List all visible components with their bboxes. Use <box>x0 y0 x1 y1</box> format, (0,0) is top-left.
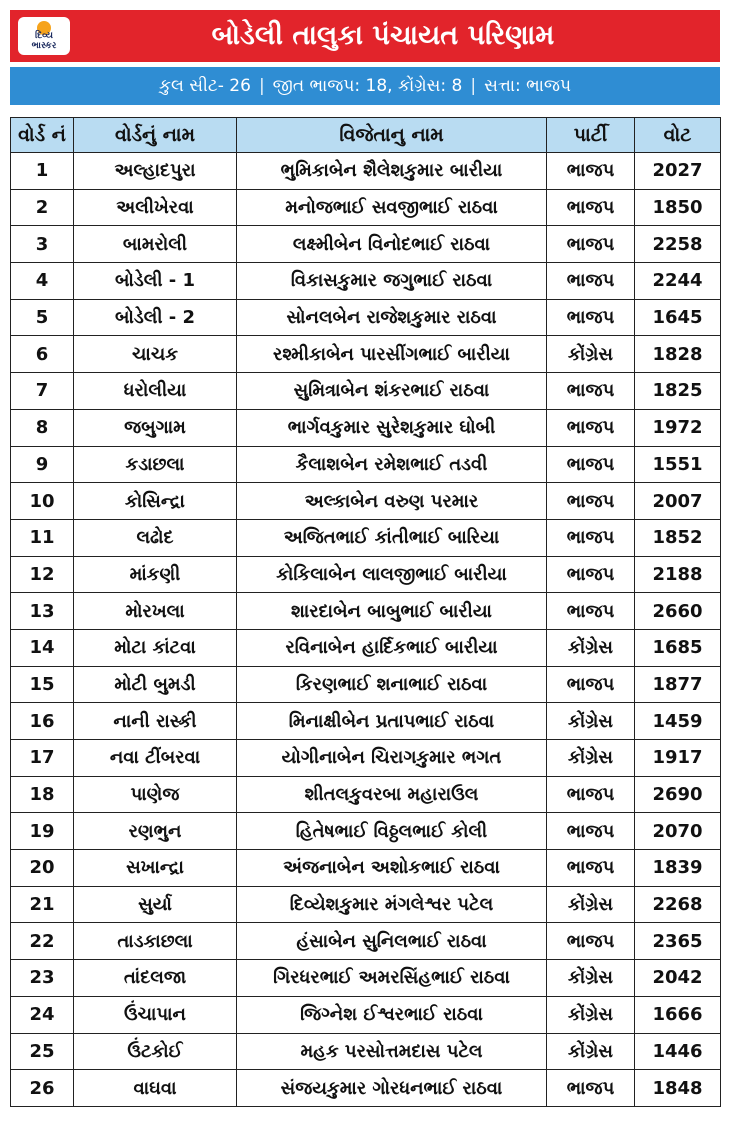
party-cell: કોંગ્રેસ <box>547 740 635 777</box>
party-cell: કોંગ્રેસ <box>547 886 635 923</box>
ward-no-cell: 12 <box>11 556 74 593</box>
winner-name-cell: સુમિત્રાબેન શંકરભાઈ રાઠવા <box>237 373 547 410</box>
ward-name-cell: વાઘવા <box>74 1070 237 1107</box>
ward-no-cell: 9 <box>11 446 74 483</box>
winner-name-cell: અલ્કાબેન વરુણ પરમાર <box>237 483 547 520</box>
win-counts: જીત ભાજપ: 18, કોંગ્રેસ: 8 <box>272 76 463 96</box>
votes-cell: 1848 <box>635 1070 721 1107</box>
ward-name-cell: ધરોલીયા <box>74 373 237 410</box>
winner-name-cell: શારદાબેન બાબુભાઈ બારીયા <box>237 593 547 630</box>
header-ward-no: વોર્ડ નં <box>11 118 74 153</box>
ward-no-cell: 26 <box>11 1070 74 1107</box>
winner-name-cell: રવિનાબેન હાર્દિકભાઈ બારીયા <box>237 629 547 666</box>
table-row <box>11 336 721 373</box>
ward-no-cell: 1 <box>11 153 74 190</box>
ward-no-cell: 14 <box>11 629 74 666</box>
party-cell: ભાજપ <box>547 593 635 630</box>
votes-cell: 2244 <box>635 263 721 300</box>
ward-name-cell: સખાન્દ્રા <box>74 850 237 887</box>
votes-cell: 2070 <box>635 813 721 850</box>
table-row <box>11 740 721 777</box>
votes-cell: 2027 <box>635 153 721 190</box>
votes-cell: 1877 <box>635 666 721 703</box>
ward-no-cell: 25 <box>11 1033 74 1070</box>
ward-name-cell: કોસિન્દ્રા <box>74 483 237 520</box>
ward-name-cell: તાંદલજા <box>74 960 237 997</box>
table-row <box>11 446 721 483</box>
ward-no-cell: 20 <box>11 850 74 887</box>
ward-no-cell: 24 <box>11 996 74 1033</box>
winner-name-cell: ગિરધરભાઈ અમરસિંહભાઈ રાઠવા <box>237 960 547 997</box>
ruling-party: સત્તા: ભાજપ <box>484 76 572 96</box>
summary-bar <box>10 67 720 105</box>
party-cell: ભાજપ <box>547 299 635 336</box>
party-cell: ભાજપ <box>547 373 635 410</box>
votes-cell: 1666 <box>635 996 721 1033</box>
winner-name-cell: વિકાસકુમાર જગુભાઈ રાઠવા <box>237 263 547 300</box>
table-row <box>11 593 721 630</box>
votes-cell: 1852 <box>635 519 721 556</box>
party-cell: ભાજપ <box>547 850 635 887</box>
votes-cell: 2365 <box>635 923 721 960</box>
ward-no-cell: 22 <box>11 923 74 960</box>
ward-name-cell: રણભુન <box>74 813 237 850</box>
table-row <box>11 850 721 887</box>
winner-name-cell: ભાર્ગવકુમાર સુરેશકુમાર ઘોબી <box>237 409 547 446</box>
ward-no-cell: 2 <box>11 189 74 226</box>
ward-name-cell: લઢોદ <box>74 519 237 556</box>
ward-no-cell: 10 <box>11 483 74 520</box>
winner-name-cell: લક્ષ્મીબેન વિનોદભાઈ રાઠવા <box>237 226 547 263</box>
votes-cell: 2268 <box>635 886 721 923</box>
ward-name-cell: ઉંટકોઈ <box>74 1033 237 1070</box>
winner-name-cell: કિરણભાઈ શનાભાઈ રાઠવા <box>237 666 547 703</box>
table-row <box>11 409 721 446</box>
votes-cell: 2007 <box>635 483 721 520</box>
header-winner-name: વિજેતાનુ નામ <box>237 118 547 153</box>
winner-name-cell: શીતલકુવરબા મહારાઉલ <box>237 776 547 813</box>
party-cell: ભાજપ <box>547 1070 635 1107</box>
ward-name-cell: મોટા કાંટવા <box>74 629 237 666</box>
votes-cell: 1972 <box>635 409 721 446</box>
winner-name-cell: હંસાબેન સુનિલભાઈ રાઠવા <box>237 923 547 960</box>
ward-name-cell: બોડેલી - 2 <box>74 299 237 336</box>
party-cell: ભાજપ <box>547 446 635 483</box>
ward-no-cell: 6 <box>11 336 74 373</box>
header-party: પાર્ટી <box>547 118 635 153</box>
ward-name-cell: પાણેજ <box>74 776 237 813</box>
party-cell: ભાજપ <box>547 263 635 300</box>
party-cell: ભાજપ <box>547 813 635 850</box>
ward-name-cell: બોડેલી - 1 <box>74 263 237 300</box>
votes-cell: 1685 <box>635 629 721 666</box>
title-banner <box>10 10 720 62</box>
table-row <box>11 1070 721 1107</box>
table-row <box>11 776 721 813</box>
winner-name-cell: કૈલાશબેન રમેશભાઈ તડવી <box>237 446 547 483</box>
winner-name-cell: કોકિલાબેન લાલજીભાઈ બારીયા <box>237 556 547 593</box>
separator: | <box>470 76 477 96</box>
party-cell: ભાજપ <box>547 666 635 703</box>
winner-name-cell: સોનલબેન રાજેશકુમાર રાઠવા <box>237 299 547 336</box>
table-row <box>11 629 721 666</box>
ward-name-cell: ચાચક <box>74 336 237 373</box>
ward-name-cell: બામરોલી <box>74 226 237 263</box>
ward-no-cell: 15 <box>11 666 74 703</box>
table-row <box>11 189 721 226</box>
party-cell: કોંગ્રેસ <box>547 336 635 373</box>
ward-name-cell: તાડકાછલા <box>74 923 237 960</box>
logo-text-top: દિવ્ય <box>35 31 53 41</box>
votes-cell: 2660 <box>635 593 721 630</box>
table-row <box>11 299 721 336</box>
winner-name-cell: મનોજભાઈ સવજીભાઈ રાઠવા <box>237 189 547 226</box>
winner-name-cell: જિગ્નેશ ઈશ્વરભાઈ રાઠવા <box>237 996 547 1033</box>
winner-name-cell: રશ્મીકાબેન પારસીંગભાઈ બારીયા <box>237 336 547 373</box>
ward-no-cell: 17 <box>11 740 74 777</box>
ward-no-cell: 11 <box>11 519 74 556</box>
table-row <box>11 813 721 850</box>
table-row <box>11 666 721 703</box>
winner-name-cell: અજિતભાઈ કાંતીભાઈ બારિયા <box>237 519 547 556</box>
ward-no-cell: 21 <box>11 886 74 923</box>
votes-cell: 1828 <box>635 336 721 373</box>
party-cell: કોંગ્રેસ <box>547 703 635 740</box>
ward-no-cell: 13 <box>11 593 74 630</box>
table-row <box>11 996 721 1033</box>
votes-cell: 1446 <box>635 1033 721 1070</box>
party-cell: ભાજપ <box>547 519 635 556</box>
votes-cell: 1551 <box>635 446 721 483</box>
divya-bhaskar-logo <box>18 17 70 55</box>
winner-name-cell: મહક પરસોત્તમદાસ પટેલ <box>237 1033 547 1070</box>
table-row <box>11 703 721 740</box>
winner-name-cell: હિતેષભાઈ વિઠ્ઠલભાઈ કોલી <box>237 813 547 850</box>
ward-name-cell: નાની રાસ્કી <box>74 703 237 740</box>
results-table <box>10 117 721 1107</box>
party-cell: ભાજપ <box>547 226 635 263</box>
logo-text-bottom: ભાસ્કર <box>31 41 57 51</box>
votes-cell: 2042 <box>635 960 721 997</box>
table-row <box>11 886 721 923</box>
votes-cell: 2188 <box>635 556 721 593</box>
party-cell: કોંગ્રેસ <box>547 1033 635 1070</box>
ward-name-cell: અલીખેરવા <box>74 189 237 226</box>
ward-name-cell: કડાછલા <box>74 446 237 483</box>
ward-no-cell: 3 <box>11 226 74 263</box>
votes-cell: 1459 <box>635 703 721 740</box>
separator: | <box>258 76 265 96</box>
votes-cell: 1825 <box>635 373 721 410</box>
header-ward-name: વોર્ડનું નામ <box>74 118 237 153</box>
winner-name-cell: યોગીનાબેન ચિરાગકુમાર ભગત <box>237 740 547 777</box>
winner-name-cell: ભુમિકાબેન શૈલેશકુમાર બારીયા <box>237 153 547 190</box>
ward-no-cell: 23 <box>11 960 74 997</box>
header-votes: વોટ <box>635 118 721 153</box>
votes-cell: 1917 <box>635 740 721 777</box>
table-row <box>11 556 721 593</box>
ward-name-cell: મોરખલા <box>74 593 237 630</box>
table-row <box>11 960 721 997</box>
ward-name-cell: નવા ટીંબરવા <box>74 740 237 777</box>
table-row <box>11 1033 721 1070</box>
total-seats: કુલ સીટ- 26 <box>158 76 251 96</box>
party-cell: ભાજપ <box>547 923 635 960</box>
ward-no-cell: 5 <box>11 299 74 336</box>
ward-name-cell: મોટી બુમડી <box>74 666 237 703</box>
party-cell: ભાજપ <box>547 483 635 520</box>
party-cell: ભાજપ <box>547 776 635 813</box>
party-cell: ભાજપ <box>547 409 635 446</box>
ward-no-cell: 18 <box>11 776 74 813</box>
party-cell: ભાજપ <box>547 189 635 226</box>
votes-cell: 1850 <box>635 189 721 226</box>
ward-name-cell: અલ્હાદપુરા <box>74 153 237 190</box>
table-row <box>11 153 721 190</box>
party-cell: કોંગ્રેસ <box>547 960 635 997</box>
table-row <box>11 483 721 520</box>
winner-name-cell: મિનાક્ષીબેન પ્રતાપભાઈ રાઠવા <box>237 703 547 740</box>
table-row <box>11 923 721 960</box>
winner-name-cell: દિવ્યેશકુમાર મંગલેશ્વર પટેલ <box>237 886 547 923</box>
party-cell: ભાજપ <box>547 153 635 190</box>
ward-no-cell: 16 <box>11 703 74 740</box>
votes-cell: 2690 <box>635 776 721 813</box>
page-title: બોડેલી તાલુકા પંચાયત પરિણામ <box>211 20 555 51</box>
winner-name-cell: અંજનાબેન અશોકભાઈ રાઠવા <box>237 850 547 887</box>
ward-name-cell: સુર્યા <box>74 886 237 923</box>
table-row <box>11 263 721 300</box>
winner-name-cell: સંજયકુમાર ગોરધનભાઈ રાઠવા <box>237 1070 547 1107</box>
table-header-row <box>11 118 721 153</box>
table-row <box>11 226 721 263</box>
party-cell: કોંગ્રેસ <box>547 996 635 1033</box>
ward-no-cell: 19 <box>11 813 74 850</box>
ward-no-cell: 8 <box>11 409 74 446</box>
table-row <box>11 373 721 410</box>
ward-name-cell: ઉંચાપાન <box>74 996 237 1033</box>
votes-cell: 1645 <box>635 299 721 336</box>
ward-no-cell: 7 <box>11 373 74 410</box>
votes-cell: 1839 <box>635 850 721 887</box>
votes-cell: 2258 <box>635 226 721 263</box>
ward-name-cell: માંકણી <box>74 556 237 593</box>
party-cell: ભાજપ <box>547 556 635 593</box>
party-cell: કોંગ્રેસ <box>547 629 635 666</box>
table-row <box>11 519 721 556</box>
ward-name-cell: જબુગામ <box>74 409 237 446</box>
ward-no-cell: 4 <box>11 263 74 300</box>
